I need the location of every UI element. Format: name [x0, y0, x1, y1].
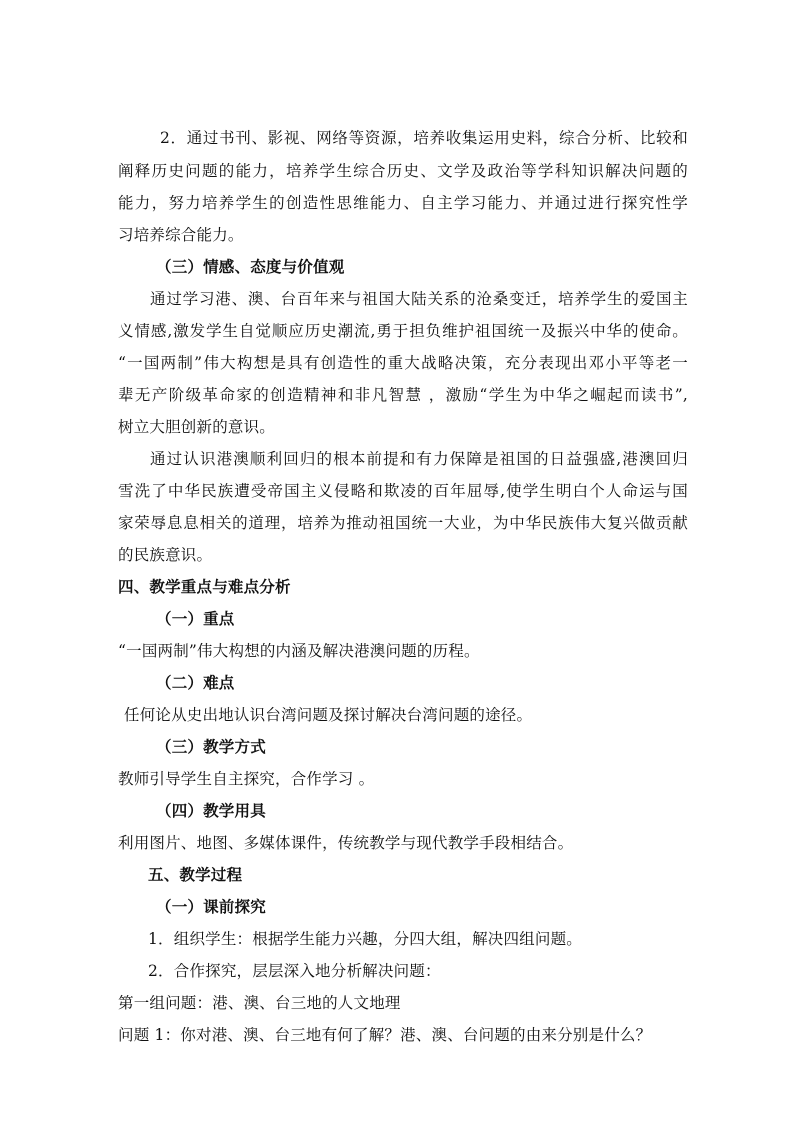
paragraph-line: 习培养综合能力。	[118, 226, 244, 244]
paragraph-line: “一国两制”伟大构想的内涵及解决港澳问题的历程。	[118, 642, 480, 660]
paragraph-line: 树立大胆创新的意识。	[118, 418, 276, 436]
section-heading: （三）情感、态度与价值观	[156, 257, 345, 276]
paragraph-line: 义情感,激发学生自觉顺应历史潮流,勇于担负维护祖国统一及振兴中华的使命。	[118, 322, 688, 340]
paragraph-line: 的民族意识。	[118, 546, 213, 564]
paragraph-line: 问题 1：你对港、澳、台三地有何了解？港、澳、台问题的由来分别是什么？	[118, 1026, 652, 1044]
paragraph-line: 雪洗了中华民族遭受帝国主义侵略和欺凌的百年屈辱,使学生明白个人命运与国	[118, 482, 688, 500]
subsection-heading: （一）课前探究	[156, 897, 266, 916]
paragraph-line: 2．通过书刊、影视、网络等资源，培养收集运用史料，综合分析、比较和	[160, 129, 688, 147]
subsection-heading: （三）教学方式	[156, 737, 266, 756]
paragraph-line: 任何论从史出地认识台湾问题及探讨解决台湾问题的途径。	[124, 706, 533, 724]
section-heading: 五、教学过程	[148, 865, 243, 884]
paragraph-line: 第一组问题：港、澳、台三地的人文地理	[118, 994, 401, 1012]
paragraph-line: “一国两制”伟大构想是具有创造性的重大战略决策，充分表现出邓小平等老一	[118, 354, 688, 372]
paragraph-line: 能力，努力培养学生的创造性思维能力、自主学习能力、并通过进行探究性学	[118, 194, 688, 212]
paragraph-line: 通过认识港澳顺利回归的根本前提和有力保障是祖国的日益强盛,港澳回归	[150, 450, 688, 468]
paragraph-line: 辈无产阶级革命家的创造精神和非凡智慧 ，激励“学生为中华之崛起而读书”,	[118, 386, 688, 404]
paragraph-line: 家荣辱息息相关的道理，培养为推动祖国统一大业，为中华民族伟大复兴做贡献	[118, 514, 688, 532]
paragraph-line: 1．组织学生：根据学生能力兴趣，分四大组，解决四组问题。	[148, 930, 582, 948]
subsection-heading: （二）难点	[156, 673, 235, 692]
paragraph-line: 2．合作探究，层层深入地分析解决问题：	[148, 962, 441, 980]
subsection-heading: （四）教学用具	[156, 801, 266, 820]
section-heading: 四、教学重点与难点分析	[118, 577, 291, 596]
paragraph-line: 通过学习港、澳、台百年来与祖国大陆关系的沧桑变迁，培养学生的爱国主	[150, 290, 688, 308]
paragraph-line: 利用图片、地图、多媒体课件，传统教学与现代教学手段相结合。	[118, 834, 574, 852]
subsection-heading: （一）重点	[156, 609, 235, 628]
paragraph-line: 阐释历史问题的能力，培养学生综合历史、文学及政治等学科知识解决问题的	[118, 162, 688, 180]
paragraph-line: 教师引导学生自主探究，合作学习 。	[118, 770, 375, 788]
